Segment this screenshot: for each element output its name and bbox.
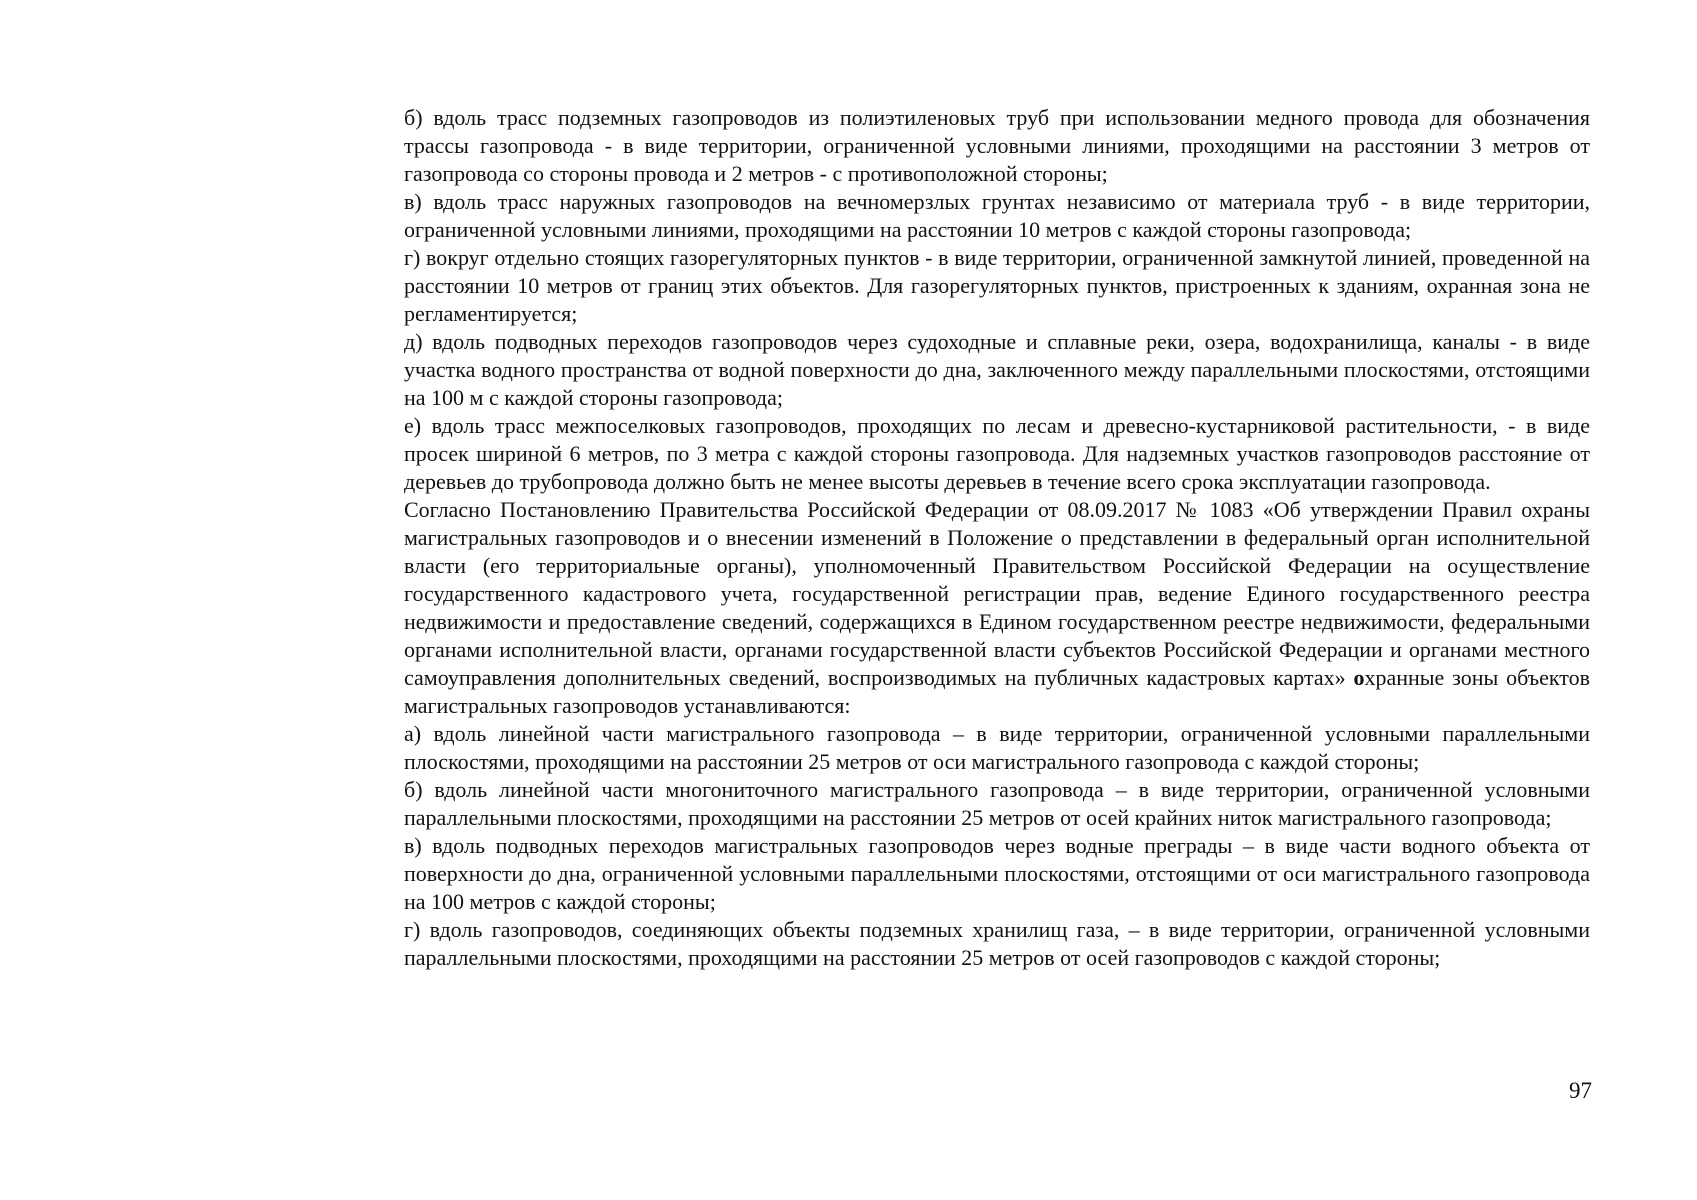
paragraph-g-storage-pipelines: г) вдоль газопроводов, соединяющих объекты подземных хранилищ газа, – в виде территории, ограниченной условными параллельными плоскостями, проходящими на расстоянии 25 метров от осей газопроводов с каждой стороны;	[404, 917, 1590, 970]
paragraph-decree	[404, 496, 1590, 720]
paragraph-g-regulator-points: г) вокруг отдельно стоящих газорегуляторных пунктов - в виде территории, ограниченной замкнутой линией, проведенной на расстоянии 10 метров от границ этих объектов. Для газорегуляторных пунктов, пристроенных к зданиям, охранная зона не регламентируется;	[404, 245, 1590, 326]
decree-bold-letter: о	[1353, 665, 1365, 690]
paragraph-b-trunk-multiline: б) вдоль линейной части многониточного магистрального газопровода – в виде территории, ограниченной условными параллельными плоскостями, проходящими на расстоянии 25 метров от осей крайних ниток магистрального газопровода;	[404, 777, 1590, 830]
decree-text-end: хранные зоны объектов магистральных газопроводов устанавливаются:	[404, 665, 1590, 718]
text-column	[404, 104, 1590, 972]
paragraph-v-trunk-underwater: в) вдоль подводных переходов магистральных газопроводов через водные преграды – в виде части водного объекта от поверхности до дна, ограниченной условными параллельными плоскостями, отстоящими от оси магистрального газопровода на 100 метров с каждой стороны;	[404, 833, 1590, 914]
paragraph-e-forest-pipelines: е) вдоль трасс межпоселковых газопроводов, проходящих по лесам и древесно-кустарниковой растительности, - в виде просек шириной 6 метров, по 3 метра с каждой стороны газопровода. Для надземных участков газопроводов расстояние от деревьев до трубопровода должно быть не менее высоты деревьев в течение всего срока эксплуатации газопровода.	[404, 413, 1590, 494]
page-number: 97	[1569, 1078, 1592, 1103]
paragraph-v-permafrost: в) вдоль трасс наружных газопроводов на вечномерзлых грунтах независимо от материала труб - в виде территории, ограниченной условными линиями, проходящими на расстоянии 10 метров с каждой стороны газопровода;	[404, 189, 1590, 242]
paragraph-b-polyethylene: б) вдоль трасс подземных газопроводов из полиэтиленовых труб при использовании медного провода для обозначения трассы газопровода - в виде территории, ограниченной условными линиями, проходящими на расстоянии 3 метров от газопровода со стороны провода и 2 метров - с противоположной стороны;	[404, 105, 1590, 186]
paragraph-a-trunk-linear: а) вдоль линейной части магистрального газопровода – в виде территории, ограниченной условными параллельными плоскостями, проходящими на расстоянии 25 метров от оси магистрального газопровода с каждой стороны;	[404, 721, 1590, 774]
decree-text-start: Согласно Постановлению Правительства Российской Федерации от 08.09.2017 № 1083 «Об утверждении Правил охраны магистральных газопроводов и о внесении изменений в Положение о представлении в федеральный орган исполнительной власти (его территориальные органы), уполномоченный Правительством Российской Федерации на осуществление государственного кадастрового учета, государственной регистрации прав, ведение Единого государственного реестра недвижимости и предоставление сведений, содержащихся в Едином государственном реестре недвижимости, федеральными органами исполнительной власти, органами государственной власти субъектов Российской Федерации и органами местного самоуправления дополнительных сведений, воспроизводимых на публичных кадастровых картах»	[404, 497, 1590, 690]
paragraph-d-underwater-crossings: д) вдоль подводных переходов газопроводов через судоходные и сплавные реки, озера, водохранилища, каналы - в виде участка водного пространства от водной поверхности до дна, заключенного между параллельными плоскостями, отстоящими на 100 м с каждой стороны газопровода;	[404, 329, 1590, 410]
